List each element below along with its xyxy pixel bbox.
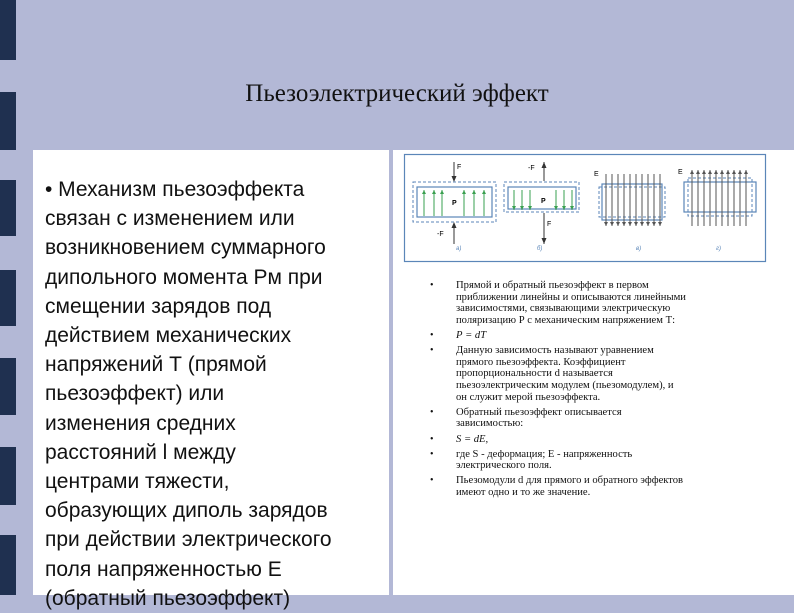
bullet-text-6: где S - деформация; Е - напряженность электрического поля. bbox=[456, 448, 633, 472]
bullet-text-3: Данную зависимость называют уравнением прямого пьезоэффекта. Коэффициент пропорциональности d называется пьезоэлектрическим модулем (пьезомодулем), и он служит мерой пьезоэффекта. bbox=[456, 345, 674, 403]
bullet-text-2: Р = dT bbox=[456, 329, 487, 341]
decor-bar-4 bbox=[0, 270, 16, 326]
label-c: в) bbox=[636, 246, 642, 252]
label-minusF-a: -F bbox=[437, 231, 444, 238]
decor-bar-6 bbox=[0, 447, 16, 505]
label-a: а) bbox=[456, 246, 462, 252]
left-text-panel bbox=[33, 150, 389, 610]
bullet-glyph: • bbox=[430, 475, 434, 487]
bullet-item-1 bbox=[413, 280, 793, 326]
bullet-item-4 bbox=[413, 407, 793, 430]
bullet-glyph: • bbox=[430, 345, 434, 357]
bullet-item-6 bbox=[413, 449, 793, 472]
mechanism-text: • Механизм пьезоэффекта связан с изменением или возникновением суммарного дипольного момента Рм при смещении зарядов под действием механических напряжений Т (прямой пьезоэффект) или изменения средних расстояний l между центрами тяжести, образующих диполь зарядов при действии электрического поля напряженностью Е (обратный пьезоэффект) bbox=[45, 178, 332, 610]
label-F-a: F bbox=[457, 164, 462, 171]
decor-bar-3 bbox=[0, 180, 16, 236]
bullet-glyph: • bbox=[430, 406, 434, 418]
label-minusF-b: -F bbox=[528, 165, 535, 172]
bullet-item-5 bbox=[413, 434, 793, 446]
bullet-text-5: S = dE, bbox=[456, 433, 489, 445]
label-P-b: P bbox=[541, 198, 546, 205]
label-E-c: E bbox=[594, 171, 599, 178]
bullet-glyph: • bbox=[430, 280, 434, 291]
bullet-item-2 bbox=[413, 330, 793, 342]
piezo-figure bbox=[404, 154, 766, 262]
bullet-glyph: • bbox=[430, 448, 434, 460]
slide-title: Пьезоэлектрический эффект bbox=[245, 80, 549, 107]
bullet-text-7: Пьезомодули d для прямого и обратного эффектов имеют одно и то же значение. bbox=[456, 475, 684, 499]
decor-bar-5 bbox=[0, 358, 16, 415]
bullet-item-3 bbox=[413, 345, 793, 403]
bullet-glyph: • bbox=[430, 329, 434, 341]
bullet-text-1: Прямой и обратный пьезоэффект в первом приближении линейны и описываются линейными зависимостями, связывающими электрическую поляризацию Р с механическим напряжением Т: bbox=[456, 280, 686, 326]
bullet-text-4: Обратный пьезоэффект описывается зависимостью: bbox=[456, 406, 622, 430]
right-content-panel bbox=[393, 150, 794, 595]
label-b: б) bbox=[537, 246, 543, 252]
bullet-list bbox=[413, 280, 793, 502]
bullet-glyph: • bbox=[430, 433, 434, 445]
label-d: г) bbox=[716, 246, 721, 252]
label-F-b: F bbox=[547, 221, 552, 228]
bullet-item-7 bbox=[413, 475, 793, 498]
label-P-a: P bbox=[452, 200, 457, 207]
decor-bar-1 bbox=[0, 0, 16, 60]
decor-bar-7 bbox=[0, 535, 16, 595]
label-E-d: E bbox=[678, 169, 683, 176]
